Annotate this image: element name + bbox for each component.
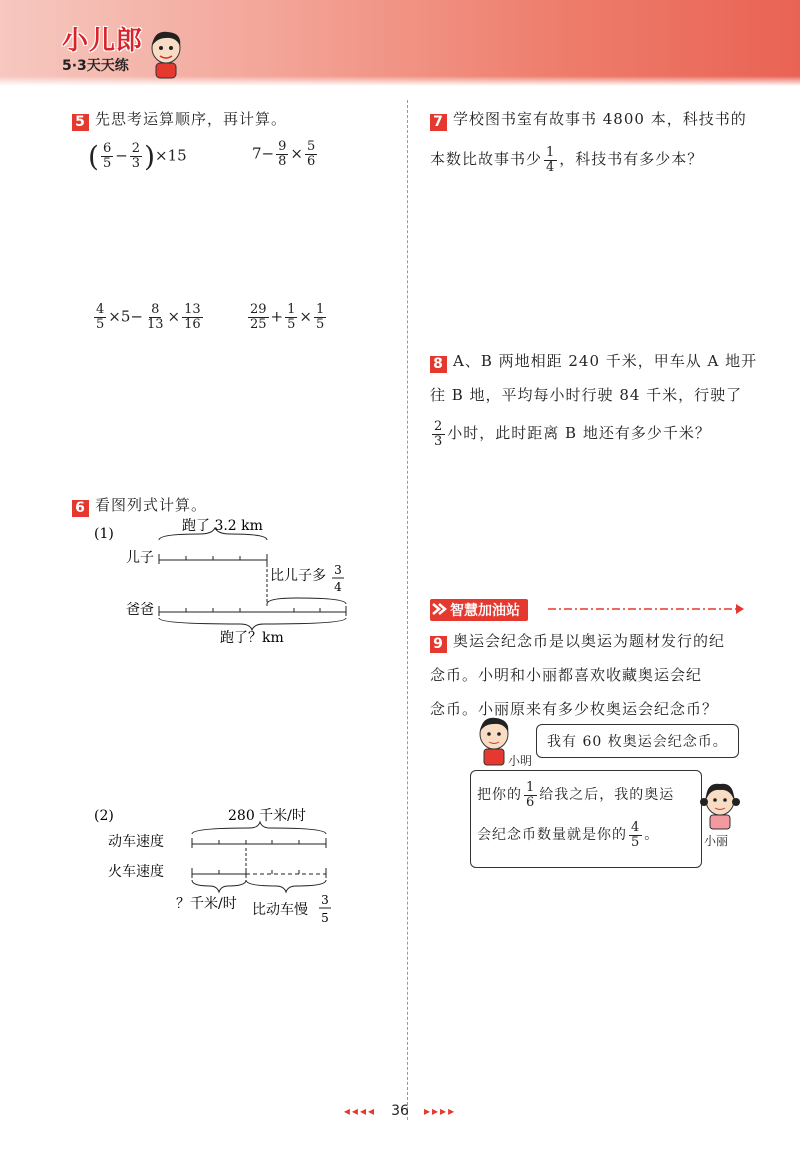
section-arrow-icon — [430, 600, 450, 618]
xiaoli-avatar — [696, 778, 744, 830]
q6-p2-top: 280 千米/时 — [228, 808, 306, 824]
xiaoming-speech-bubble: 我有 60 枚奥运会纪念币。 — [536, 724, 739, 758]
svg-text:3: 3 — [321, 893, 329, 907]
footer-right-arrows: ▸▸▸▸ — [424, 1104, 457, 1118]
brand-logo — [62, 20, 143, 75]
section-dash-line — [548, 602, 748, 616]
q9-number: 9 — [430, 636, 447, 653]
q8-line1: A、B 两地相距 240 千米，甲车从 A 地开 — [453, 352, 758, 370]
q6-diagram-1 — [80, 518, 380, 648]
svg-text:3: 3 — [334, 563, 342, 577]
q5-expr-1: ( $\frac{6}{5}$ − $\frac{2}{3}$ )×15 — [88, 140, 187, 173]
q5-title-row — [72, 108, 287, 131]
q8-number: 8 — [430, 356, 447, 373]
xiaoming-name: 小明 — [508, 754, 533, 768]
q8-block: 8 A、B 两地相距 240 千米，甲车从 A 地开 往 B 地，平均每小时行驶 84 千米，行驶了 $\frac{2}{3}$ 小时，此时距离 B 地还有多少千米？ — [430, 352, 758, 449]
q9-line3: 念币。小丽原来有多少枚奥运会纪念币？ — [430, 700, 719, 718]
svg-text:4: 4 — [334, 580, 342, 594]
q5-expr-2: 7− $\frac{9}{8}$ × $\frac{5}{6}$ — [252, 139, 316, 169]
q6-diagram-2 — [80, 800, 380, 935]
q7-block: 7 学校图书室有故事书 4800 本，科技书的 本数比故事书少 $\frac{1}{4}$ ，科技书有多少本？ — [430, 110, 747, 175]
q6-p2-row1: 动车速度 — [108, 834, 164, 850]
q5-expr-4: $\frac{29}{25}$ + $\frac{1}{5}$ × $\frac{1}{5}$ — [250, 302, 325, 332]
footer-left-arrows: ◂◂◂◂ — [343, 1104, 376, 1118]
xiaoli-speech-bubble: 把你的 $\frac{1}{6}$ 给我之后，我的奥运 会纪念币数量就是你的 $\frac{4}{5}$ 。 — [470, 770, 702, 868]
q7-line2a: 本数比故事书少 — [430, 150, 543, 168]
brand-title: 小儿郎 — [62, 26, 144, 56]
q6-p1-label: (1) — [94, 526, 114, 542]
q6-title-row — [72, 494, 207, 517]
xiaoli-name: 小丽 — [704, 834, 729, 848]
q9-block — [430, 624, 770, 726]
mascot-boy-icon — [146, 28, 186, 80]
q7-line1: 学校图书室有故事书 4800 本，科技书的 — [453, 110, 747, 128]
q6-p1-top: 跑了 3.2 km — [182, 518, 263, 534]
q6-p1-more: 比儿子多 — [270, 568, 326, 584]
q9-line2: 念币。小明和小丽都喜欢收藏奥运会纪 — [430, 666, 703, 684]
brand-series: 5·3天天练 — [62, 58, 129, 74]
q5-title: 先思考运算顺序，再计算。 — [95, 110, 288, 128]
page-footer — [0, 1100, 800, 1119]
q7-number: 7 — [430, 114, 447, 131]
q6-p2-label: (2) — [94, 808, 114, 824]
q6-p2-row2: 火车速度 — [108, 864, 164, 880]
q5-expr-3: $\frac{4}{5}$ ×5− $\frac{8}{13}$ × $\frac{13}{16}$ — [96, 302, 201, 332]
page-number: 36 — [391, 1103, 409, 1119]
q6-p1-bottom: 跑了？km — [220, 630, 284, 646]
q8-line3: 小时，此时距离 B 地还有多少千米？ — [447, 424, 711, 442]
q6-p1-row1: 儿子 — [126, 550, 154, 566]
q6-number: 6 — [72, 500, 89, 517]
q5-number: 5 — [72, 114, 89, 131]
q6-p2-left: ？千米/时 — [176, 896, 237, 912]
q9-line1: 奥运会纪念币是以奥运为题材发行的纪 — [453, 632, 726, 650]
svg-text:5: 5 — [321, 911, 329, 925]
column-divider — [407, 100, 408, 1120]
section-tag: 智慧加油站 — [430, 599, 528, 621]
q7-line2b: ，科技书有多少本？ — [559, 150, 704, 168]
q6-p1-row2: 爸爸 — [126, 602, 154, 618]
q6-p2-slow: 比动车慢 — [252, 902, 308, 918]
q8-line2: 往 B 地，平均每小时行驶 84 千米，行驶了 — [430, 386, 743, 404]
q6-title: 看图列式计算。 — [95, 496, 208, 514]
